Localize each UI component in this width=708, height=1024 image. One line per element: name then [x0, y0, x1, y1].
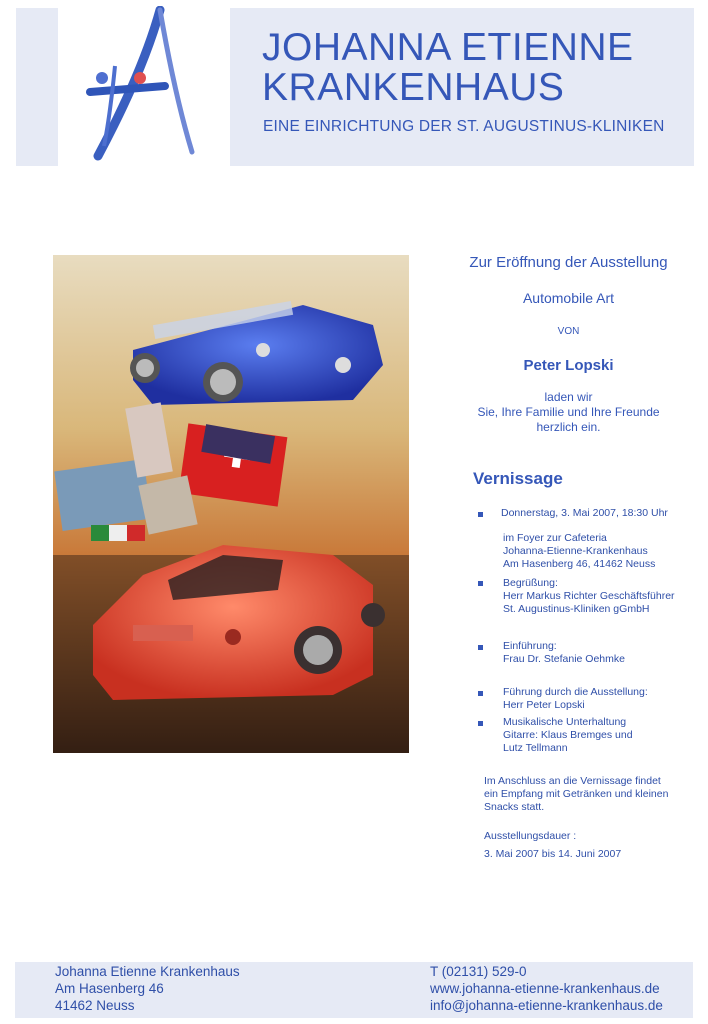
tour-item [503, 686, 648, 712]
header-subtitle: EINE EINRICHTUNG DER ST. AUGUSTINUS-KLINIKEN [263, 118, 665, 135]
tour-label: Führung durch die Ausstellung: [503, 686, 648, 698]
greeting-label: Begrüßung: [503, 577, 558, 589]
greeting-line: Herr Markus Richter Geschäftsführer [503, 590, 675, 602]
reception-line: Im Anschluss an die Vernissage findet [484, 775, 661, 787]
footer-address [55, 963, 240, 1014]
footer-website-link[interactable]: www.johanna-etienne-krankenhaus.de [430, 981, 660, 996]
exhibition-title: Automobile Art [522, 290, 615, 306]
title-line-2: KRANKENHAUS [262, 66, 565, 109]
reception-note [484, 775, 668, 814]
introduction-item [503, 640, 625, 666]
hospital-logo [60, 6, 210, 164]
music-line: Gitarre: Klaus Bremges und [503, 729, 633, 741]
footer-contact [430, 963, 663, 1014]
footer-city: 41462 Neuss [55, 998, 135, 1013]
vernissage-heading: Vernissage [473, 469, 563, 488]
reception-line: ein Empfang mit Getränken und kleinen [484, 788, 669, 800]
footer-name: Johanna Etienne Krankenhaus [55, 964, 240, 979]
location-line: Johanna-Etienne-Krankenhaus [503, 545, 648, 557]
exhibition-duration: 3. Mai 2007 bis 14. Juni 2007 [484, 848, 622, 860]
event-location [503, 532, 655, 571]
introduction-person: Frau Dr. Stefanie Oehmke [503, 653, 625, 665]
invitation-text [446, 390, 691, 435]
header-banner [230, 8, 694, 166]
bullet-icon [478, 645, 483, 650]
bullet-icon [478, 581, 483, 586]
duration-label: Ausstellungsdauer : [484, 830, 577, 842]
von-label: VON [557, 326, 580, 337]
tour-person: Herr Peter Lopski [503, 699, 585, 711]
footer-street: Am Hasenberg 46 [55, 981, 164, 996]
invitation-line: laden wir [544, 390, 593, 404]
artist-name: Peter Lopski [523, 357, 614, 374]
greeting-line: St. Augustinus-Kliniken gGmbH [503, 603, 650, 615]
event-date: Donnerstag, 3. Mai 2007, 18:30 Uhr [501, 507, 668, 519]
footer-email-link[interactable]: info@johanna-etienne-krankenhaus.de [430, 998, 663, 1013]
music-item [503, 716, 633, 755]
introduction-label: Einführung: [503, 640, 557, 652]
music-label: Musikalische Unterhaltung [503, 716, 627, 728]
logo-background [16, 8, 58, 166]
location-line: im Foyer zur Cafeteria [503, 532, 607, 544]
title-line-1: JOHANNA ETIENNE [262, 26, 634, 69]
music-line: Lutz Tellmann [503, 742, 568, 754]
artwork-image [53, 255, 409, 753]
bullet-icon [478, 512, 483, 517]
invitation-line: herzlich ein. [536, 420, 601, 434]
greeting-item [503, 577, 675, 616]
bullet-icon [478, 691, 483, 696]
footer-phone: T (02131) 529-0 [430, 964, 527, 979]
invitation-line: Sie, Ihre Familie und Ihre Freunde [477, 405, 660, 419]
bullet-icon [478, 721, 483, 726]
reception-line: Snacks statt. [484, 801, 545, 813]
invitation-intro: Zur Eröffnung der Ausstellung [469, 254, 668, 271]
location-line: Am Hasenberg 46, 41462 Neuss [503, 558, 656, 570]
hospital-name [262, 28, 634, 108]
